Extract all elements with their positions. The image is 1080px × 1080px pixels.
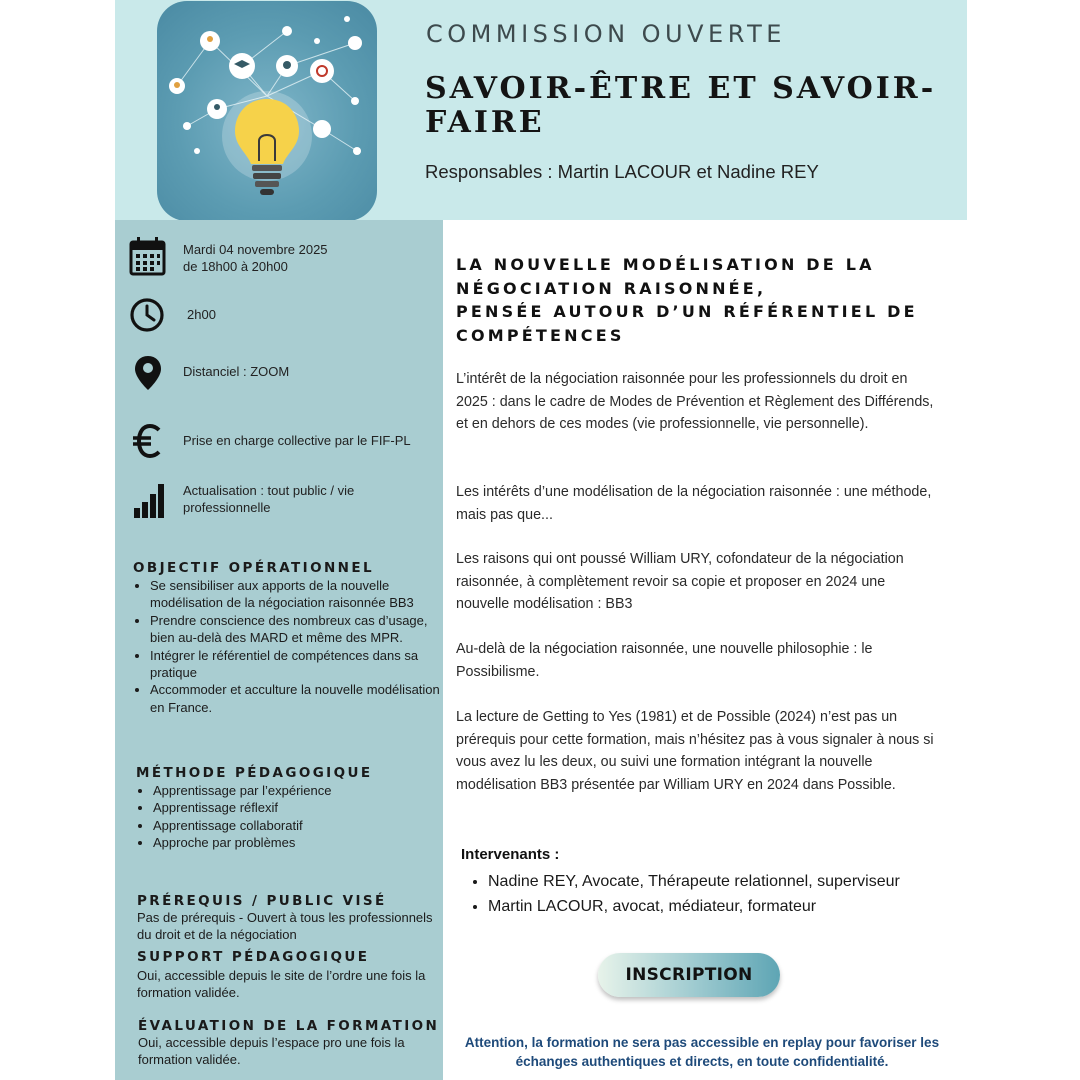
- level-text-2: professionnelle: [183, 500, 271, 515]
- list-item: • Se sensibiliser aux apports de la nouvelle modélisation de la négociation raisonnée BB3: [150, 577, 440, 612]
- list-item: • Apprentissage par l’expérience: [153, 782, 443, 799]
- paragraph: La lecture de Getting to Yes (1981) et de Possible (2024) n’est pas un prérequis pour cette formation, mais n’hésitez pas à vous signaler à nous si vous avez lu les deux, ou suivi une formation intégrant la nouvelle modélisation BB3 présentée par William URY en 2024 dans Possible.: [456, 709, 934, 793]
- responsables-text: Responsables : Martin LACOUR et Nadine REY: [425, 161, 819, 182]
- list-item: • Accommoder et acculture la nouvelle modélisation en France.: [150, 681, 440, 716]
- paragraph: Au-delà de la négociation raisonnée, une nouvelle philosophie : le Possibilisme.: [456, 641, 873, 680]
- bar-level-icon: [129, 480, 167, 518]
- lightbulb-network-icon: [157, 1, 377, 221]
- inscription-button[interactable]: INSCRIPTION: [598, 953, 780, 997]
- list-item: • Intégrer le référentiel de compétences dans sa pratique: [150, 647, 440, 682]
- prerequis-title: PRÉREQUIS / PUBLIC VISÉ: [137, 893, 387, 909]
- info-sidebar: [115, 220, 443, 1080]
- heading-line-1: LA NOUVELLE MODÉLISATION DE LA NÉGOCIATION RAISONNÉE,: [456, 255, 875, 298]
- paragraph: Les intérêts d’une modélisation de la négociation raisonnée : une méthode, mais pas que...: [456, 484, 932, 523]
- time-text: de 18h00 à 20h00: [183, 259, 288, 274]
- kicker-label: COMMISSION OUVERTE: [426, 20, 786, 48]
- paragraph: Les raisons qui ont poussé William URY, cofondateur de la négociation raisonnée, à complètement revoir sa copie et proposer en 2024 une nouvelle modélisation : BB3: [456, 551, 904, 612]
- header-banner: [115, 0, 967, 220]
- date-text: Mardi 04 novembre 2025: [183, 242, 328, 257]
- duration-text: 2h00: [187, 307, 216, 322]
- list-item: • Prendre conscience des nombreux cas d’usage, bien au-delà des MARD et même des MPR.: [150, 612, 440, 647]
- funding-text: Prise en charge collective par le FIF-PL: [183, 433, 411, 448]
- list-item: • Nadine REY, Avocate, Thérapeute relationnel, superviseur: [488, 869, 900, 894]
- calendar-icon: [129, 236, 167, 274]
- list-item: • Approche par problèmes: [153, 834, 443, 851]
- evaluation-text: Oui, accessible depuis l’espace pro une fois la formation validée.: [138, 1035, 405, 1068]
- replay-notice: Attention, la formation ne sera pas accessible en replay pour favoriser les échanges authentiques et directs, en toute confidentialité.: [464, 1035, 940, 1069]
- intervenants-list: [470, 869, 900, 919]
- flyer-page: [115, 0, 967, 1080]
- clock-icon: [129, 296, 167, 334]
- heading-line-2: PENSÉE AUTOUR D’UN RÉFÉRENTIEL DE COMPÉTENCES: [456, 302, 918, 345]
- objectif-list: [133, 577, 440, 716]
- list-item: • Apprentissage collaboratif: [153, 817, 443, 834]
- level-text-1: Actualisation : tout public / vie: [183, 483, 355, 498]
- prerequis-text: Pas de prérequis - Ouvert à tous les professionnels du droit et de la négociation: [137, 910, 433, 943]
- list-item: • Martin LACOUR, avocat, médiateur, formateur: [488, 894, 900, 919]
- location-text: Distanciel : ZOOM: [183, 364, 290, 379]
- support-text: Oui, accessible depuis le site de l’ordre une fois la formation validée.: [137, 968, 426, 1001]
- methode-list: [136, 782, 443, 852]
- intervenants-title: Intervenants :: [461, 846, 560, 863]
- list-item: • Apprentissage réflexif: [153, 799, 443, 816]
- evaluation-title: ÉVALUATION DE LA FORMATION: [138, 1018, 440, 1034]
- methode-title: MÉTHODE PÉDAGOGIQUE: [136, 765, 373, 781]
- support-title: SUPPORT PÉDAGOGIQUE: [137, 949, 370, 965]
- location-pin-icon: [129, 354, 167, 392]
- euro-icon: [129, 422, 167, 460]
- paragraph: L’intérêt de la négociation raisonnée pour les professionnels du droit en 2025 : dans le cadre de Modes de Prévention et Règlement des Différends, et en dehors de ces modes (vie professionnelle, vie personnelle).: [456, 371, 934, 432]
- page-title: SAVOIR-ÊTRE ET SAVOIR-FAIRE: [425, 71, 937, 140]
- objectif-title: OBJECTIF OPÉRATIONNEL: [133, 560, 374, 576]
- section-heading: [456, 253, 926, 347]
